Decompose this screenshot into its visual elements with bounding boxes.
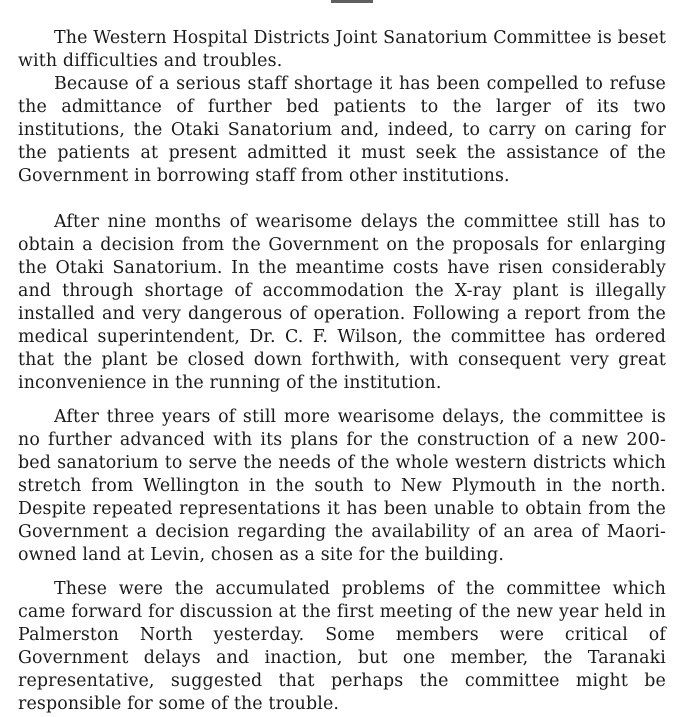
header-rule	[331, 0, 373, 3]
news-article	[18, 0, 666, 717]
paragraph-new-sanatorium: After three years of still more wearisome delays, the committee is no further advanced with its plans for the construction of a new 200-bed sanatorium to serve the needs of the whole western districts which stretch from Wellington in the south to New Plymouth in the north. Despite repeated representations it has been unable to obtain from the Government a decision regarding the availability of an area of Maori-owned land at Levin, chosen as a site for the building.	[18, 407, 666, 565]
paragraph-otaki-enlargement: After nine months of wearisome delays the committee still has to obtain a decision from the Government on the proposals for enlarging the Otaki Sanatorium. In the meantime costs have risen considerably and through shortage of accommodation the X-ray plant is illegally installed and very dangerous of operation. Following a report from the medical superintendent, Dr. C. F. Wilson, the committee has ordered that the plant be closed down forthwith, with consequent very great inconvenience in the running of the institution.	[18, 212, 666, 393]
paragraph-meeting: These were the accumulated problems of the committee which came forward for discussion at the first meeting of the new year held in Palmerston North yesterday. Some members were critical of Government delays and inaction, but one member, the Taranaki representative, suggested that perhaps the committee might be responsible for some of the trouble.	[18, 579, 666, 714]
paragraph-staff-shortage: Because of a serious staff shortage it has been compelled to refuse the admittance of further bed patients to the larger of its two institutions, the Otaki Sanatorium and, indeed, to carry on caring for the patients at present admitted it must seek the assistance of the Government in borrowing staff from other institutions.	[18, 74, 666, 186]
paragraph-intro: The Western Hospital Districts Joint Sanatorium Committee is beset with difficulties and troubles.	[18, 28, 666, 71]
